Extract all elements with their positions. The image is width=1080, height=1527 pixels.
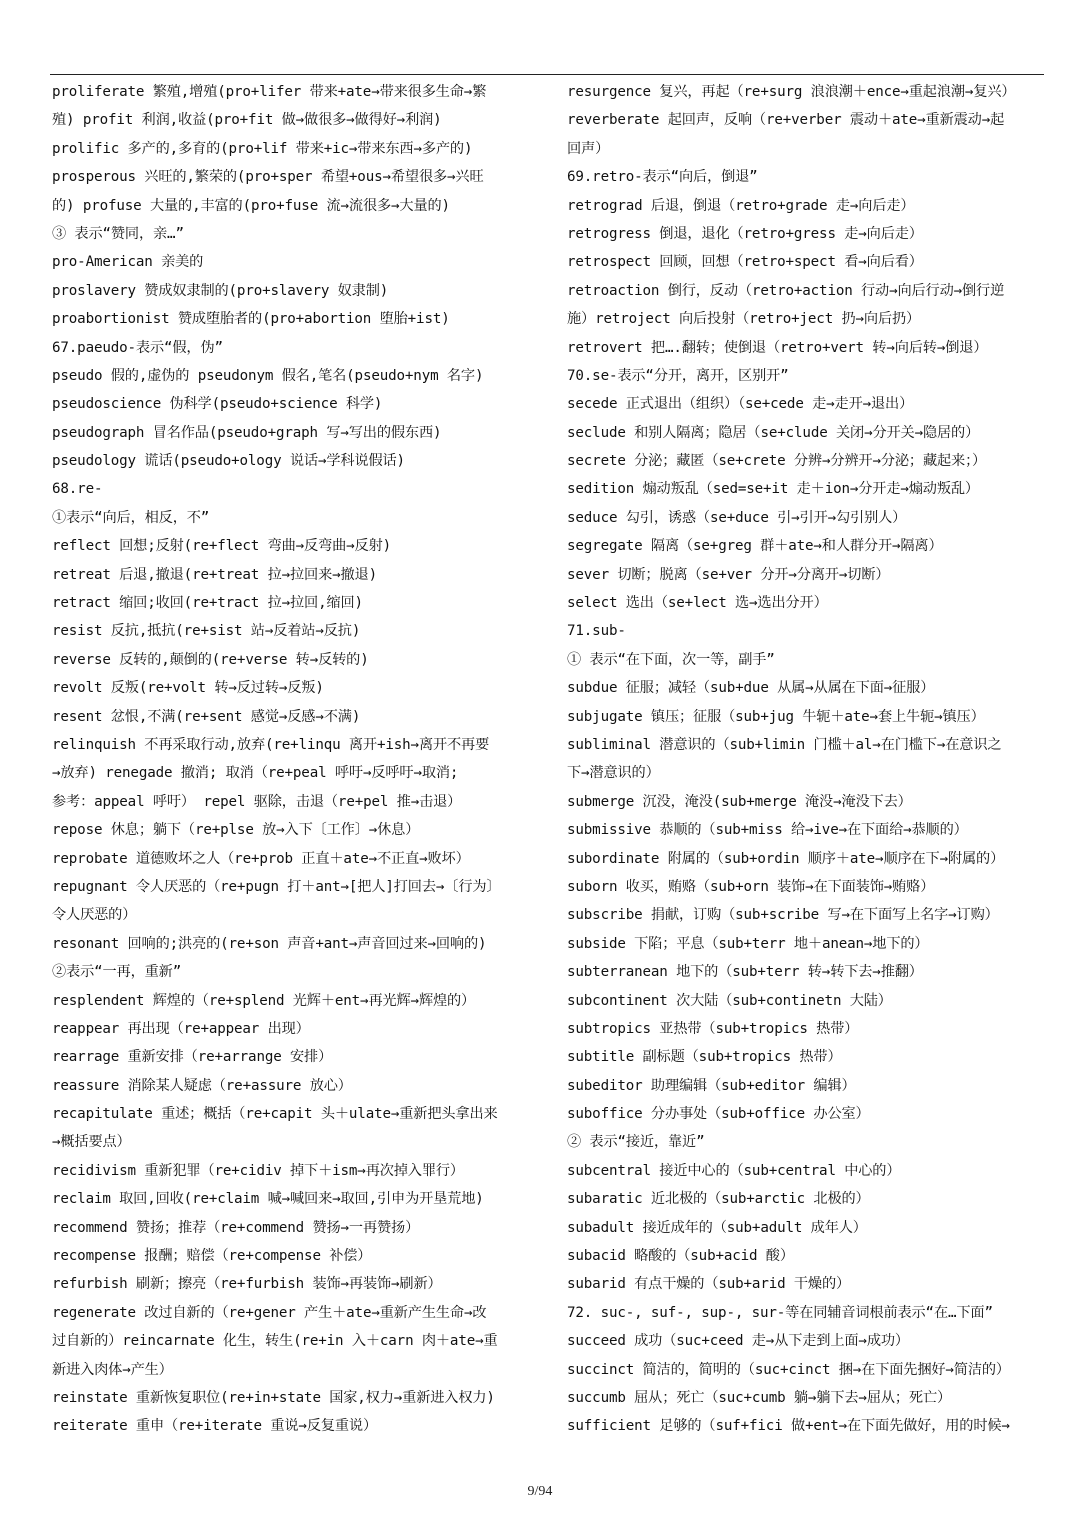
text-line: pseudology 谎话(pseudo+ology 说话→学科说假话) xyxy=(52,453,405,470)
text-line: reappear 再出现（re+appear 出现） xyxy=(52,1020,310,1037)
text-line: →放弃) renegade 撤消; 取消（re+peal 呼吁→反呼吁→取消; xyxy=(52,765,459,782)
text-line: ③ 表示“赞同，亲…” xyxy=(52,225,184,242)
header-rule xyxy=(50,74,1044,75)
text-line: submissive 恭顺的（sub+miss 给→ive→在下面给→恭顺的） xyxy=(567,822,968,839)
text-line: suborn 收买，贿赂（sub+orn 装饰→在下面装饰→贿赂） xyxy=(567,878,935,895)
text-line: submerge 沉没，淹没(sub+merge 淹没→淹没下去） xyxy=(567,793,912,810)
text-line: reinstate 重新恢复职位(re+in+state 国家,权力→重新进入权力) xyxy=(52,1389,495,1406)
text-line: ① 表示“在下面，次一等，副手” xyxy=(567,651,775,668)
text-line: retroaction 倒行，反动（retro+action 行动→向后行动→倒行逆 xyxy=(567,282,1005,299)
text-line: proabortionist 赞成堕胎者的(pro+abortion 堕胎+ist) xyxy=(52,311,450,328)
text-line: subaratic 近北极的（sub+arctic 北极的） xyxy=(567,1191,870,1208)
text-line: resplendent 辉煌的（re+splend 光辉＋ent→再光辉→辉煌的） xyxy=(52,992,476,1009)
text-line: resurgence 复兴，再起（re+surg 浪浪潮＋ence→重起浪潮→复兴） xyxy=(567,84,1016,100)
text-line: revolt 反叛(re+volt 转→反过转→反叛) xyxy=(52,680,324,697)
text-line: sufficient 足够的（suf+fici 做+ent→在下面先做好，用的时候→ xyxy=(567,1418,1010,1435)
text-line: →概括要点） xyxy=(52,1134,131,1151)
text-line: retrogress 倒退，退化（retro+gress 走→向后走） xyxy=(567,225,923,242)
text-line: sever 切断；脱离（se+ver 分开→分离开→切断） xyxy=(567,566,890,583)
text-line: rearrage 重新安排（re+arrange 安排） xyxy=(52,1049,333,1066)
text-line: retrospect 回顾，回想（retro+spect 看→向后看） xyxy=(567,254,923,271)
text-line: recommend 赞扬；推荐（re+commend 赞扬→一再赞扬） xyxy=(52,1219,420,1236)
text-line: 下→潜意识的） xyxy=(567,765,660,782)
text-line: succumb 屈从；死亡（suc+cumb 躺→躺下去→屈从；死亡） xyxy=(567,1389,952,1406)
text-line: proslavery 赞成奴隶制的(pro+slavery 奴隶制) xyxy=(52,282,389,299)
text-line: repugnant 令人厌恶的（re+pugn 打＋ant→[把人]打回去→〔行为〕 xyxy=(52,878,501,895)
text-line: subtropics 亚热带（sub+tropics 热带） xyxy=(567,1020,859,1037)
text-line: ①表示“向后，相反，不” xyxy=(52,509,210,526)
text-line: reverse 反转的,颠倒的(re+verse 转→反转的) xyxy=(52,651,369,668)
text-line: resonant 回响的;洪亮的(re+son 声音+ant→声音回过来→回响的) xyxy=(52,935,487,952)
left-column xyxy=(52,78,534,1441)
text-line: ② 表示“接近，靠近” xyxy=(567,1134,705,1151)
text-line: 70.se-表示“分开，离开，区别开” xyxy=(567,367,789,384)
text-line: 令人厌恶的） xyxy=(52,907,137,924)
text-line: subarid 有点干燥的（sub+arid 干燥的） xyxy=(567,1276,851,1293)
text-line: reiterate 重申（re+iterate 重说→反复重说） xyxy=(52,1418,377,1435)
text-line: 施）retroject 向后投射（retro+ject 扔→向后扔） xyxy=(567,311,921,328)
text-line: subtitle 副标题（sub+tropics 热带） xyxy=(567,1049,842,1066)
text-line: segregate 隔离（se+greg 群＋ate→和人群分开→隔离） xyxy=(567,538,943,555)
text-line: 69.retro-表示“向后，倒退” xyxy=(567,169,758,186)
text-line: pseudograph 冒名作品(pseudo+graph 写→写出的假东西) xyxy=(52,424,442,441)
text-line: 回声） xyxy=(567,140,610,157)
text-line: subacid 略酸的（sub+acid 酸） xyxy=(567,1248,794,1265)
text-line: refurbish 刷新；擦亮（re+furbish 装饰→再装饰→刷新） xyxy=(52,1276,442,1293)
text-line: resist 反抗,抵抗(re+sist 站→反着站→反抗) xyxy=(52,623,361,640)
right-column xyxy=(567,78,1047,1441)
text-line: subliminal 潜意识的（sub+limin 门槛＋al→在门槛下→在意识之 xyxy=(567,736,1002,753)
text-line: reflect 回想;反射(re+flect 弯曲→反弯曲→反射) xyxy=(52,538,392,555)
text-line: 68.re- xyxy=(52,481,103,498)
text-line: subdue 征服；减轻（sub+due 从属→从属在下面→征服） xyxy=(567,680,935,697)
text-line: retract 缩回;收回(re+tract 拉→拉回,缩回) xyxy=(52,595,363,612)
text-line: regenerate 改过自新的（re+gener 产生＋ate→重新产生生命→改 xyxy=(52,1304,487,1321)
text-line: subordinate 附属的（sub+ordin 顺序＋ate→顺序在下→附属的） xyxy=(567,850,1005,867)
text-line: ②表示“一再，重新” xyxy=(52,964,182,981)
text-line: succinct 简洁的，简明的（suc+cinct 捆→在下面先捆好→简洁的） xyxy=(567,1361,1010,1378)
text-line: recompense 报酬；赔偿（re+compense 补偿） xyxy=(52,1248,372,1265)
text-line: suboffice 分办事处（sub+office 办公室） xyxy=(567,1106,870,1123)
text-line: proliferate 繁殖,增殖(pro+lifer 带来+ate→带来很多生命→繁 xyxy=(52,84,487,100)
text-line: subcontinent 次大陆（sub+continetn 大陆） xyxy=(567,992,892,1009)
text-line: 67.paeudo-表示“假，伪” xyxy=(52,339,223,356)
text-line: recapitulate 重述；概括（re+capit 头＋ulate→重新把头拿出来 xyxy=(52,1106,498,1123)
text-line: subside 下陷；平息（sub+terr 地＋anean→地下的） xyxy=(567,935,929,952)
text-line: succeed 成功（suc+ceed 走→从下走到上面→成功） xyxy=(567,1333,909,1350)
text-line: reclaim 取回,回收(re+claim 喊→喊回来→取回,引申为开垦荒地) xyxy=(52,1191,484,1208)
text-line: seduce 勾引，诱惑（se+duce 引→引开→勾引别人） xyxy=(567,509,907,526)
text-line: reassure 消除某人疑虑（re+assure 放心） xyxy=(52,1077,352,1094)
text-line: subscribe 捐献，订购（sub+scribe 写→在下面写上名字→订购） xyxy=(567,907,999,924)
text-line: subterranean 地下的（sub+terr 转→转下去→推翻） xyxy=(567,964,923,981)
text-line: 新进入肉体→产生） xyxy=(52,1361,173,1378)
text-line: retreat 后退,撤退(re+treat 拉→拉回来→撤退) xyxy=(52,566,377,583)
text-line: prosperous 兴旺的,繁荣的(pro+sper 希望+ous→希望很多→兴旺 xyxy=(52,169,484,186)
text-line: 71.sub- xyxy=(567,623,626,640)
text-line: pseudo 假的,虚伪的 pseudonym 假名,笔名(pseudo+nym 名字) xyxy=(52,367,484,384)
text-line: 的) profuse 大量的,丰富的(pro+fuse 流→流很多→大量的) xyxy=(52,197,450,214)
page-number: 9/94 xyxy=(527,1484,553,1499)
text-line: repose 休息；躺下（re+plse 放→入下〔工作〕→休息） xyxy=(52,822,420,839)
text-line: resent 忿恨,不满(re+sent 感觉→反感→不满) xyxy=(52,708,361,725)
text-line: select 选出（se+lect 选→选出分开） xyxy=(567,595,828,612)
text-line: prolific 多产的,多育的(pro+lif 带来+ic→带来东西→多产的) xyxy=(52,140,473,157)
text-line: 过自新的）reincarnate 化生，转生(re+in 入＋carn 肉＋ate→重 xyxy=(52,1333,498,1350)
text-line: seclude 和别人隔离；隐居（se+clude 关闭→分开关→隐居的） xyxy=(567,424,980,441)
text-line: secrete 分泌；藏匿（se+crete 分辨→分辨开→分泌；藏起来；） xyxy=(567,453,987,470)
text-line: subjugate 镇压；征服（sub+jug 牛轭＋ate→套上牛轭→镇压） xyxy=(567,708,985,725)
text-line: 殖) profit 利润,收益(pro+fit 做→做很多→做得好→利润) xyxy=(52,112,442,129)
text-line: 72. suc-, suf-, sup-, sur-等在同辅音词根前表示“在…下面” xyxy=(567,1304,993,1321)
text-line: subcentral 接近中心的（sub+central 中心的） xyxy=(567,1162,901,1179)
text-line: pro-American 亲美的 xyxy=(52,254,204,271)
text-line: subadult 接近成年的（sub+adult 成年人） xyxy=(567,1219,867,1236)
text-line: 参考：appeal 呼吁） repel 驱除，击退（re+pel 推→击退） xyxy=(52,793,462,810)
text-line: reverberate 起回声，反响（re+verber 震动＋ate→重新震动→起 xyxy=(567,112,1005,129)
text-line: subeditor 助理编辑（sub+editor 编辑） xyxy=(567,1077,856,1094)
text-line: secede 正式退出（组织）（se+cede 走→走开→退出） xyxy=(567,396,914,413)
text-line: retrovert 把….翻转；使倒退（retro+vert 转→向后转→倒退） xyxy=(567,339,988,356)
text-line: recidivism 重新犯罪（re+cidiv 掉下＋ism→再次掉入罪行） xyxy=(52,1162,464,1179)
text-line: reprobate 道德败坏之人（re+prob 正直＋ate→不正直→败坏） xyxy=(52,850,470,867)
text-line: relinquish 不再采取行动,放弃(re+linqu 离开+ish→离开不再要 xyxy=(52,736,490,753)
text-line: retrograd 后退，倒退（retro+grade 走→向后走） xyxy=(567,197,915,214)
text-line: pseudoscience 伪科学(pseudo+science 科学) xyxy=(52,396,383,413)
text-line: sedition 煽动叛乱（sed=se+it 走＋ion→分开走→煽动叛乱） xyxy=(567,481,979,498)
